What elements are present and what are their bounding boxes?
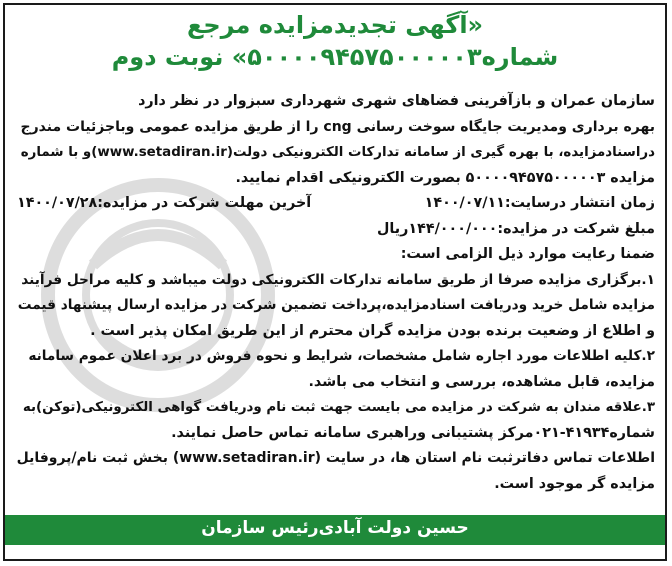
- contact-info: اطلاعات تماس دفاترثبت نام استان ها، در سایت (www.setadiran.ir) بخش ثبت نام/پروفایل: [16, 450, 655, 466]
- deadline-date: آخرین مهلت شرکت در مزایده:۱۴۰۰/۰۷/۲۸: [17, 195, 312, 211]
- intro-line: سازمان عمران و بازآفرینی فضاهای شهری شهرداری سبزوار در نظر دارد: [138, 93, 655, 109]
- notice-frame: [3, 3, 667, 561]
- publish-date: زمان انتشار درسایت:۱۴۰۰/۰۷/۱۱: [424, 195, 655, 211]
- paragraph-line: بهره برداری ومدیریت جایگاه سوخت رسانی cng را از طریق مزایده عمومی وباجزئیات مندرج: [20, 118, 655, 135]
- paragraph-line: مزایده ۵۰۰۰۰۹۴۵۷۵۰۰۰۰۰۳ بصورت الکترونیکی اقدام نمایید.: [235, 169, 655, 186]
- requirement-item-3: ۳.علاقه مندان به شرکت در مزایده می بایست جهت ثبت نام ودریافت گواهی الکترونیکی(توکن)به: [22, 400, 655, 415]
- signature-text: حسین دولت آبادی‌رئیس سازمان: [201, 518, 469, 538]
- requirements-heading: ضمنا رعایت موارد ذیل الزامی است:: [400, 246, 655, 262]
- signature-bar: [5, 515, 665, 545]
- requirement-item-3-cont: شماره۴۱۹۳۴-۰۲۱مرکز پشتیبانی وراهبری سامانه تماس حاصل نمایند.: [171, 424, 655, 441]
- requirement-item-1-cont: و اطلاع از وضعیت برنده بودن مزایده گران محترم از این طریق امکان پذیر است .: [90, 322, 655, 339]
- contact-info-cont: مزایده گر موجود است.: [494, 475, 655, 492]
- requirement-item-2-cont: مزایده، قابل مشاهده، بررسی و انتخاب می باشد.: [308, 373, 655, 390]
- notice-title-number: شماره۵۰۰۰۰۹۴۵۷۵۰۰۰۰۰۳» نوبت دوم: [111, 43, 559, 71]
- participation-fee: مبلغ شرکت در مزایده:۱۴۴/۰۰۰/۰۰۰ریال: [377, 220, 655, 237]
- notice-body: [17, 89, 655, 497]
- requirement-item-1-cont: مزایده شامل خرید ودریافت اسنادمزایده،پرداخت تضمین شرکت در مزایده ارسال پیشنهاد قیمت: [17, 297, 655, 313]
- requirement-item-1: ۱.برگزاری مزایده صرفا از طریق سامانه تدارکات الکترونیکی دولت میباشد و کلیه مراحل فرآیند: [21, 271, 655, 288]
- requirement-item-2: ۲.کلیه اطلاعات مورد اجاره شامل مشخصات، شرایط و نحوه فروش در برد اعلان عموم سامانه: [28, 348, 655, 364]
- dates-row: [17, 191, 655, 217]
- notice-title: «آگهی تجدیدمزایده مرجع: [186, 11, 484, 39]
- paragraph-line: دراسنادمزایده، با بهره گیری از سامانه تدارکات الکترونیکی دولت(www.setadiran.ir)و با شماره: [20, 145, 655, 160]
